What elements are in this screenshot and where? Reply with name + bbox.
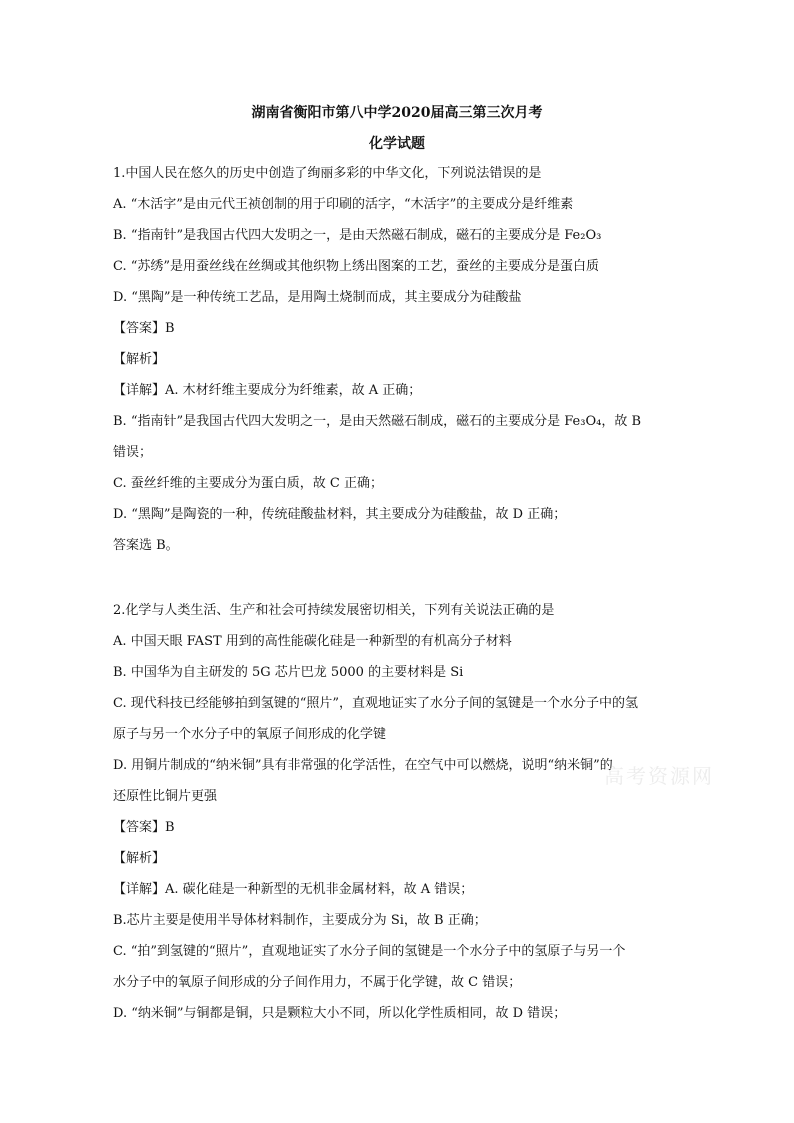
q2-option-d: D. 用铜片制成的“纳米铜”具有非常强的化学活性，在空气中可以燃烧，说明“纳米铜”的 — [113, 758, 613, 773]
q2-option-d-cont: 还原性比铜片更强 — [113, 789, 218, 804]
q1-option-d: D. “黑陶”是一种传统工艺品，是用陶土烧制而成，其主要成分为硅酸盐 — [113, 290, 522, 305]
q2-detail-c: C. “拍”到氢键的“照片”，直观地证实了水分子间的氢键是一个水分子中的氢原子与另一个 — [113, 944, 626, 959]
document-subtitle: 化学试题 — [369, 136, 425, 152]
q2-option-c-cont: 原子与另一个水分子中的氧原子间形成的化学键 — [113, 727, 387, 742]
q2-detail-b: B.芯片主要是使用半导体材料制作，主要成分为 Si，故 B 正确； — [113, 913, 487, 928]
q2-detail-a: 【详解】A. 碳化硅是一种新型的无机非金属材料，故 A 错误； — [113, 882, 474, 897]
document-title: 湖南省衡阳市第八中学2020届高三第三次月考 — [251, 105, 543, 121]
q1-conclusion: 答案选 B。 — [113, 538, 179, 553]
q1-detail-b-cont: 错误； — [113, 445, 153, 460]
watermark: 高考资源网 — [604, 764, 714, 788]
q2-option-c: C. 现代科技已经能够拍到氢键的“照片”，直观地证实了水分子间的氢键是一个水分子中的氢 — [113, 696, 639, 711]
q2-option-b: B. 中国华为自主研发的 5G 芯片巴龙 5000 的主要材料是 Si — [113, 665, 464, 680]
q2-answer: 【答案】B — [113, 820, 175, 835]
q1-option-c: C. “苏绣”是用蚕丝线在丝绸或其他织物上绣出图案的工艺，蚕丝的主要成分是蛋白质 — [113, 259, 600, 274]
q2-detail-d: D. “纳米铜”与铜都是铜，只是颗粒大小不同，所以化学性质相同，故 D 错误； — [113, 1006, 567, 1021]
q1-detail-b: B. “指南针”是我国古代四大发明之一，是由天然磁石制成，磁石的主要成分是 Fe₃O₄，故 B — [113, 414, 642, 429]
q1-analysis-label: 【解析】 — [113, 352, 166, 367]
q1-detail-a: 【详解】A. 木材纤维主要成分为纤维素，故 A 正确； — [113, 383, 422, 398]
q2-detail-c-cont: 水分子中的氧原子间形成的分子间作用力，不属于化学键，故 C 错误； — [113, 975, 522, 990]
q2-analysis-label: 【解析】 — [113, 851, 166, 866]
q2-stem: 2.化学与人类生活、生产和社会可持续发展密切相关，下列有关说法正确的是 — [113, 603, 555, 618]
q1-answer: 【答案】B — [113, 321, 175, 336]
q2-option-a: A. 中国天眼 FAST 用到的高性能碳化硅是一种新型的有机高分子材料 — [113, 634, 512, 649]
q1-option-a: A. “木活字”是由元代王祯创制的用于印刷的活字，“木活字”的主要成分是纤维素 — [113, 197, 574, 212]
q1-option-b: B. “指南针”是我国古代四大发明之一，是由天然磁石制成，磁石的主要成分是 Fe₂O₃ — [113, 228, 602, 243]
q1-detail-c: C. 蚕丝纤维的主要成分为蛋白质，故 C 正确； — [113, 476, 383, 491]
q1-detail-d: D. “黑陶”是陶瓷的一种，传统硅酸盐材料，其主要成分为硅酸盐，故 D 正确； — [113, 507, 567, 522]
q1-stem: 1.中国人民在悠久的历史中创造了绚丽多彩的中华文化，下列说法错误的是 — [113, 166, 542, 181]
